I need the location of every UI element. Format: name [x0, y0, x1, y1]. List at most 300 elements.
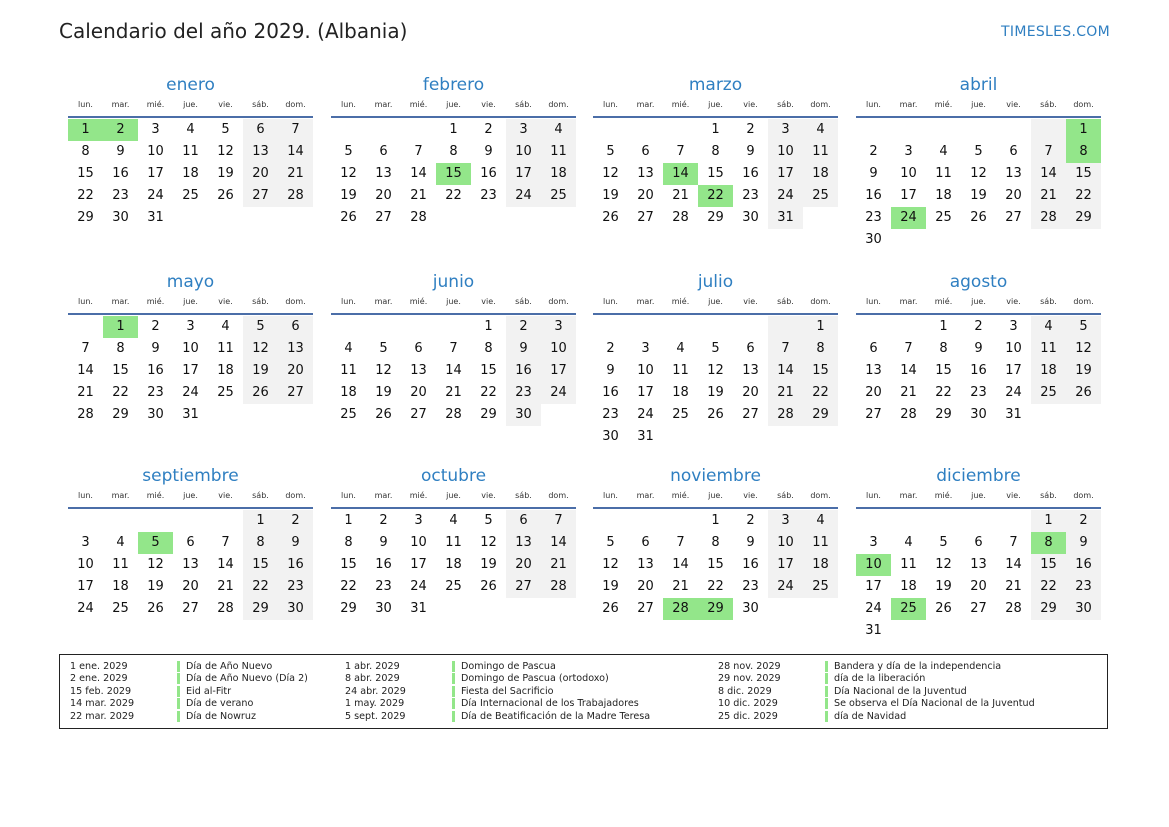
day-cell[interactable]: 13	[375, 166, 392, 181]
day-cell[interactable]: 8	[711, 144, 720, 159]
day-cell[interactable]: 3	[151, 122, 160, 137]
day-cell[interactable]: 27	[637, 210, 654, 225]
day-cell[interactable]: 13	[506, 532, 541, 554]
day-cell[interactable]: 17	[506, 163, 541, 185]
day-cell[interactable]: 18	[541, 163, 576, 185]
holiday-day-cell[interactable]: 2	[103, 119, 138, 141]
day-cell[interactable]: 3	[904, 144, 913, 159]
day-cell[interactable]: 12	[935, 557, 952, 572]
day-cell[interactable]: 28	[77, 407, 94, 422]
day-cell[interactable]: 10	[768, 141, 803, 163]
day-cell[interactable]: 12	[217, 144, 234, 159]
day-cell[interactable]: 28	[900, 407, 917, 422]
day-cell[interactable]: 20	[742, 385, 759, 400]
day-cell[interactable]: 14	[410, 166, 427, 181]
day-cell[interactable]: 7	[414, 144, 423, 159]
day-cell[interactable]: 10	[77, 557, 94, 572]
day-cell[interactable]: 18	[935, 188, 952, 203]
day-cell[interactable]: 24	[1005, 385, 1022, 400]
day-cell[interactable]: 11	[900, 557, 917, 572]
day-cell[interactable]: 6	[641, 535, 650, 550]
day-cell[interactable]: 17	[541, 360, 576, 382]
day-cell[interactable]: 1	[484, 319, 493, 334]
day-cell[interactable]: 1	[711, 513, 720, 528]
holiday-day-cell[interactable]: 14	[663, 163, 698, 185]
day-cell[interactable]: 13	[970, 557, 987, 572]
day-cell[interactable]: 23	[375, 579, 392, 594]
day-cell[interactable]: 31	[1005, 407, 1022, 422]
day-cell[interactable]: 25	[340, 407, 357, 422]
day-cell[interactable]: 25	[445, 579, 462, 594]
day-cell[interactable]: 5	[1066, 316, 1101, 338]
day-cell[interactable]: 23	[147, 385, 164, 400]
day-cell[interactable]: 2	[484, 122, 493, 137]
day-cell[interactable]: 4	[221, 319, 230, 334]
day-cell[interactable]: 12	[340, 166, 357, 181]
day-cell[interactable]: 22	[340, 579, 357, 594]
day-cell[interactable]: 6	[869, 341, 878, 356]
day-cell[interactable]: 31	[865, 623, 882, 638]
day-cell[interactable]: 12	[602, 557, 619, 572]
day-cell[interactable]: 18	[900, 579, 917, 594]
day-cell[interactable]: 6	[746, 341, 755, 356]
day-cell[interactable]: 29	[935, 407, 952, 422]
day-cell[interactable]: 4	[116, 535, 125, 550]
day-cell[interactable]: 23	[742, 579, 759, 594]
day-cell[interactable]: 1	[344, 513, 353, 528]
day-cell[interactable]: 14	[445, 363, 462, 378]
day-cell[interactable]: 21	[278, 163, 313, 185]
day-cell[interactable]: 3	[186, 319, 195, 334]
day-cell[interactable]: 28	[1005, 601, 1022, 616]
holiday-day-cell[interactable]: 1	[68, 119, 103, 141]
day-cell[interactable]: 11	[1031, 338, 1066, 360]
day-cell[interactable]: 8	[81, 144, 90, 159]
day-cell[interactable]: 15	[707, 166, 724, 181]
holiday-day-cell[interactable]: 8	[1066, 141, 1101, 163]
day-cell[interactable]: 4	[904, 535, 913, 550]
day-cell[interactable]: 6	[186, 535, 195, 550]
holiday-day-cell[interactable]: 10	[856, 554, 891, 576]
day-cell[interactable]: 2	[606, 341, 615, 356]
day-cell[interactable]: 24	[768, 185, 803, 207]
day-cell[interactable]: 26	[243, 382, 278, 404]
day-cell[interactable]: 23	[278, 576, 313, 598]
day-cell[interactable]: 27	[410, 407, 427, 422]
day-cell[interactable]: 9	[278, 532, 313, 554]
day-cell[interactable]: 13	[182, 557, 199, 572]
day-cell[interactable]: 24	[147, 188, 164, 203]
day-cell[interactable]: 24	[410, 579, 427, 594]
day-cell[interactable]: 23	[506, 382, 541, 404]
day-cell[interactable]: 30	[147, 407, 164, 422]
day-cell[interactable]: 3	[768, 119, 803, 141]
holiday-day-cell[interactable]: 1	[1066, 119, 1101, 141]
day-cell[interactable]: 9	[1066, 532, 1101, 554]
day-cell[interactable]: 9	[484, 144, 493, 159]
day-cell[interactable]: 20	[865, 385, 882, 400]
day-cell[interactable]: 26	[1066, 382, 1101, 404]
day-cell[interactable]: 24	[77, 601, 94, 616]
holiday-day-cell[interactable]: 22	[698, 185, 733, 207]
day-cell[interactable]: 9	[151, 341, 160, 356]
day-cell[interactable]: 11	[340, 363, 357, 378]
day-cell[interactable]: 23	[602, 407, 619, 422]
day-cell[interactable]: 15	[1066, 163, 1101, 185]
day-cell[interactable]: 19	[147, 579, 164, 594]
day-cell[interactable]: 11	[112, 557, 129, 572]
day-cell[interactable]: 29	[707, 210, 724, 225]
day-cell[interactable]: 22	[1066, 185, 1101, 207]
day-cell[interactable]: 17	[865, 579, 882, 594]
day-cell[interactable]: 6	[243, 119, 278, 141]
day-cell[interactable]: 25	[672, 407, 689, 422]
day-cell[interactable]: 21	[768, 382, 803, 404]
day-cell[interactable]: 13	[637, 166, 654, 181]
day-cell[interactable]: 19	[1066, 360, 1101, 382]
day-cell[interactable]: 19	[970, 188, 987, 203]
day-cell[interactable]: 13	[410, 363, 427, 378]
holiday-day-cell[interactable]: 24	[891, 207, 926, 229]
day-cell[interactable]: 8	[449, 144, 458, 159]
day-cell[interactable]: 8	[939, 341, 948, 356]
day-cell[interactable]: 14	[672, 557, 689, 572]
day-cell[interactable]: 28	[410, 210, 427, 225]
day-cell[interactable]: 27	[637, 601, 654, 616]
day-cell[interactable]: 1	[803, 316, 838, 338]
day-cell[interactable]: 4	[186, 122, 195, 137]
day-cell[interactable]: 25	[803, 576, 838, 598]
day-cell[interactable]: 2	[746, 513, 755, 528]
day-cell[interactable]: 2	[151, 319, 160, 334]
day-cell[interactable]: 7	[449, 341, 458, 356]
day-cell[interactable]: 26	[970, 210, 987, 225]
day-cell[interactable]: 20	[278, 360, 313, 382]
day-cell[interactable]: 16	[742, 166, 759, 181]
day-cell[interactable]: 20	[506, 554, 541, 576]
day-cell[interactable]: 27	[865, 407, 882, 422]
day-cell[interactable]: 7	[278, 119, 313, 141]
day-cell[interactable]: 22	[480, 385, 497, 400]
day-cell[interactable]: 5	[484, 513, 493, 528]
day-cell[interactable]: 1	[1031, 510, 1066, 532]
day-cell[interactable]: 21	[445, 385, 462, 400]
day-cell[interactable]: 12	[243, 338, 278, 360]
day-cell[interactable]: 18	[803, 554, 838, 576]
day-cell[interactable]: 22	[803, 382, 838, 404]
day-cell[interactable]: 10	[182, 341, 199, 356]
day-cell[interactable]: 19	[935, 579, 952, 594]
day-cell[interactable]: 11	[445, 535, 462, 550]
day-cell[interactable]: 25	[112, 601, 129, 616]
day-cell[interactable]: 17	[410, 557, 427, 572]
day-cell[interactable]: 1	[939, 319, 948, 334]
day-cell[interactable]: 16	[742, 557, 759, 572]
day-cell[interactable]: 19	[375, 385, 392, 400]
day-cell[interactable]: 25	[217, 385, 234, 400]
day-cell[interactable]: 14	[541, 532, 576, 554]
holiday-day-cell[interactable]: 29	[698, 598, 733, 620]
day-cell[interactable]: 27	[742, 407, 759, 422]
day-cell[interactable]: 22	[77, 188, 94, 203]
day-cell[interactable]: 3	[506, 119, 541, 141]
day-cell[interactable]: 26	[935, 601, 952, 616]
day-cell[interactable]: 19	[602, 188, 619, 203]
day-cell[interactable]: 25	[803, 185, 838, 207]
day-cell[interactable]: 23	[742, 188, 759, 203]
day-cell[interactable]: 31	[182, 407, 199, 422]
day-cell[interactable]: 7	[1009, 535, 1018, 550]
day-cell[interactable]: 17	[147, 166, 164, 181]
day-cell[interactable]: 3	[81, 535, 90, 550]
day-cell[interactable]: 6	[506, 510, 541, 532]
day-cell[interactable]: 20	[375, 188, 392, 203]
day-cell[interactable]: 27	[182, 601, 199, 616]
day-cell[interactable]: 25	[1031, 382, 1066, 404]
day-cell[interactable]: 8	[243, 532, 278, 554]
day-cell[interactable]: 23	[112, 188, 129, 203]
day-cell[interactable]: 20	[637, 579, 654, 594]
day-cell[interactable]: 31	[637, 429, 654, 444]
day-cell[interactable]: 24	[637, 407, 654, 422]
day-cell[interactable]: 26	[602, 210, 619, 225]
day-cell[interactable]: 17	[1005, 363, 1022, 378]
day-cell[interactable]: 18	[1031, 360, 1066, 382]
day-cell[interactable]: 14	[77, 363, 94, 378]
day-cell[interactable]: 3	[641, 341, 650, 356]
day-cell[interactable]: 7	[541, 510, 576, 532]
day-cell[interactable]: 2	[506, 316, 541, 338]
day-cell[interactable]: 2	[1066, 510, 1101, 532]
day-cell[interactable]: 17	[768, 163, 803, 185]
day-cell[interactable]: 4	[803, 119, 838, 141]
day-cell[interactable]: 9	[379, 535, 388, 550]
day-cell[interactable]: 26	[602, 601, 619, 616]
day-cell[interactable]: 16	[865, 188, 882, 203]
day-cell[interactable]: 15	[480, 363, 497, 378]
day-cell[interactable]: 12	[375, 363, 392, 378]
day-cell[interactable]: 24	[541, 382, 576, 404]
day-cell[interactable]: 14	[1005, 557, 1022, 572]
day-cell[interactable]: 15	[707, 557, 724, 572]
day-cell[interactable]: 15	[243, 554, 278, 576]
day-cell[interactable]: 30	[865, 232, 882, 247]
day-cell[interactable]: 30	[742, 210, 759, 225]
day-cell[interactable]: 19	[243, 360, 278, 382]
day-cell[interactable]: 15	[77, 166, 94, 181]
day-cell[interactable]: 27	[1005, 210, 1022, 225]
day-cell[interactable]: 5	[243, 316, 278, 338]
day-cell[interactable]: 12	[1066, 338, 1101, 360]
day-cell[interactable]: 2	[974, 319, 983, 334]
day-cell[interactable]: 7	[676, 535, 685, 550]
day-cell[interactable]: 18	[217, 363, 234, 378]
day-cell[interactable]: 5	[221, 122, 230, 137]
day-cell[interactable]: 25	[541, 185, 576, 207]
day-cell[interactable]: 12	[602, 166, 619, 181]
day-cell[interactable]: 15	[112, 363, 129, 378]
day-cell[interactable]: 3	[1009, 319, 1018, 334]
day-cell[interactable]: 18	[112, 579, 129, 594]
day-cell[interactable]: 5	[606, 535, 615, 550]
day-cell[interactable]: 23	[480, 188, 497, 203]
day-cell[interactable]: 19	[480, 557, 497, 572]
day-cell[interactable]: 9	[974, 341, 983, 356]
day-cell[interactable]: 30	[970, 407, 987, 422]
day-cell[interactable]: 11	[803, 532, 838, 554]
day-cell[interactable]: 15	[340, 557, 357, 572]
day-cell[interactable]: 11	[935, 166, 952, 181]
day-cell[interactable]: 20	[1005, 188, 1022, 203]
day-cell[interactable]: 1	[711, 122, 720, 137]
day-cell[interactable]: 16	[375, 557, 392, 572]
day-cell[interactable]: 2	[379, 513, 388, 528]
day-cell[interactable]: 27	[278, 382, 313, 404]
day-cell[interactable]: 29	[803, 404, 838, 426]
day-cell[interactable]: 30	[112, 210, 129, 225]
day-cell[interactable]: 16	[278, 554, 313, 576]
day-cell[interactable]: 19	[217, 166, 234, 181]
day-cell[interactable]: 18	[340, 385, 357, 400]
holiday-day-cell[interactable]: 1	[103, 316, 138, 338]
day-cell[interactable]: 3	[414, 513, 423, 528]
day-cell[interactable]: 14	[1031, 163, 1066, 185]
day-cell[interactable]: 7	[904, 341, 913, 356]
day-cell[interactable]: 24	[182, 385, 199, 400]
day-cell[interactable]: 20	[970, 579, 987, 594]
day-cell[interactable]: 11	[672, 363, 689, 378]
day-cell[interactable]: 3	[768, 510, 803, 532]
day-cell[interactable]: 16	[480, 166, 497, 181]
day-cell[interactable]: 7	[676, 144, 685, 159]
day-cell[interactable]: 12	[480, 535, 497, 550]
day-cell[interactable]: 23	[970, 385, 987, 400]
day-cell[interactable]: 20	[637, 188, 654, 203]
day-cell[interactable]: 12	[970, 166, 987, 181]
day-cell[interactable]: 19	[602, 579, 619, 594]
day-cell[interactable]: 13	[865, 363, 882, 378]
day-cell[interactable]: 14	[768, 360, 803, 382]
day-cell[interactable]: 20	[243, 163, 278, 185]
day-cell[interactable]: 22	[707, 579, 724, 594]
day-cell[interactable]: 12	[147, 557, 164, 572]
day-cell[interactable]: 21	[672, 579, 689, 594]
day-cell[interactable]: 26	[480, 579, 497, 594]
day-cell[interactable]: 16	[970, 363, 987, 378]
day-cell[interactable]: 26	[217, 188, 234, 203]
day-cell[interactable]: 28	[445, 407, 462, 422]
day-cell[interactable]: 23	[1066, 576, 1101, 598]
day-cell[interactable]: 30	[602, 429, 619, 444]
day-cell[interactable]: 5	[379, 341, 388, 356]
day-cell[interactable]: 19	[707, 385, 724, 400]
day-cell[interactable]: 20	[182, 579, 199, 594]
day-cell[interactable]: 30	[375, 601, 392, 616]
day-cell[interactable]: 21	[900, 385, 917, 400]
day-cell[interactable]: 11	[803, 141, 838, 163]
day-cell[interactable]: 6	[1009, 144, 1018, 159]
day-cell[interactable]: 12	[707, 363, 724, 378]
day-cell[interactable]: 22	[243, 576, 278, 598]
day-cell[interactable]: 13	[637, 557, 654, 572]
day-cell[interactable]: 11	[182, 144, 199, 159]
day-cell[interactable]: 11	[217, 341, 234, 356]
day-cell[interactable]: 6	[974, 535, 983, 550]
day-cell[interactable]: 1	[449, 122, 458, 137]
day-cell[interactable]: 22	[1031, 576, 1066, 598]
brand-link[interactable]: TIMESLES.COM	[1001, 24, 1110, 40]
day-cell[interactable]: 28	[1031, 207, 1066, 229]
day-cell[interactable]: 28	[672, 210, 689, 225]
day-cell[interactable]: 30	[742, 601, 759, 616]
day-cell[interactable]: 27	[970, 601, 987, 616]
day-cell[interactable]: 9	[606, 363, 615, 378]
day-cell[interactable]: 29	[1031, 598, 1066, 620]
day-cell[interactable]: 17	[77, 579, 94, 594]
day-cell[interactable]: 17	[182, 363, 199, 378]
day-cell[interactable]: 21	[672, 188, 689, 203]
day-cell[interactable]: 21	[541, 554, 576, 576]
day-cell[interactable]: 13	[278, 338, 313, 360]
day-cell[interactable]: 6	[278, 316, 313, 338]
holiday-day-cell[interactable]: 8	[1031, 532, 1066, 554]
day-cell[interactable]: 5	[974, 144, 983, 159]
day-cell[interactable]: 4	[676, 341, 685, 356]
holiday-day-cell[interactable]: 28	[663, 598, 698, 620]
day-cell[interactable]: 15	[1031, 554, 1066, 576]
day-cell[interactable]: 14	[900, 363, 917, 378]
day-cell[interactable]: 24	[506, 185, 541, 207]
day-cell[interactable]: 5	[711, 341, 720, 356]
day-cell[interactable]: 16	[1066, 554, 1101, 576]
day-cell[interactable]: 31	[768, 207, 803, 229]
day-cell[interactable]: 21	[1005, 579, 1022, 594]
day-cell[interactable]: 27	[506, 576, 541, 598]
day-cell[interactable]: 9	[746, 144, 755, 159]
day-cell[interactable]: 29	[1066, 207, 1101, 229]
day-cell[interactable]: 29	[77, 210, 94, 225]
day-cell[interactable]: 5	[606, 144, 615, 159]
day-cell[interactable]: 8	[116, 341, 125, 356]
day-cell[interactable]: 18	[803, 163, 838, 185]
day-cell[interactable]: 10	[900, 166, 917, 181]
day-cell[interactable]: 11	[541, 141, 576, 163]
holiday-day-cell[interactable]: 15	[436, 163, 471, 185]
day-cell[interactable]: 8	[484, 341, 493, 356]
day-cell[interactable]: 27	[243, 185, 278, 207]
day-cell[interactable]: 25	[935, 210, 952, 225]
day-cell[interactable]: 27	[375, 210, 392, 225]
day-cell[interactable]: 16	[602, 385, 619, 400]
day-cell[interactable]: 29	[480, 407, 497, 422]
day-cell[interactable]: 16	[147, 363, 164, 378]
day-cell[interactable]: 31	[147, 210, 164, 225]
day-cell[interactable]: 17	[768, 554, 803, 576]
day-cell[interactable]: 7	[768, 338, 803, 360]
day-cell[interactable]: 25	[182, 188, 199, 203]
day-cell[interactable]: 28	[768, 404, 803, 426]
day-cell[interactable]: 4	[939, 144, 948, 159]
day-cell[interactable]: 8	[711, 535, 720, 550]
day-cell[interactable]: 18	[182, 166, 199, 181]
day-cell[interactable]: 7	[81, 341, 90, 356]
day-cell[interactable]: 30	[1066, 598, 1101, 620]
day-cell[interactable]: 5	[939, 535, 948, 550]
day-cell[interactable]: 24	[768, 576, 803, 598]
day-cell[interactable]: 10	[147, 144, 164, 159]
day-cell[interactable]: 31	[410, 601, 427, 616]
day-cell[interactable]: 4	[803, 510, 838, 532]
